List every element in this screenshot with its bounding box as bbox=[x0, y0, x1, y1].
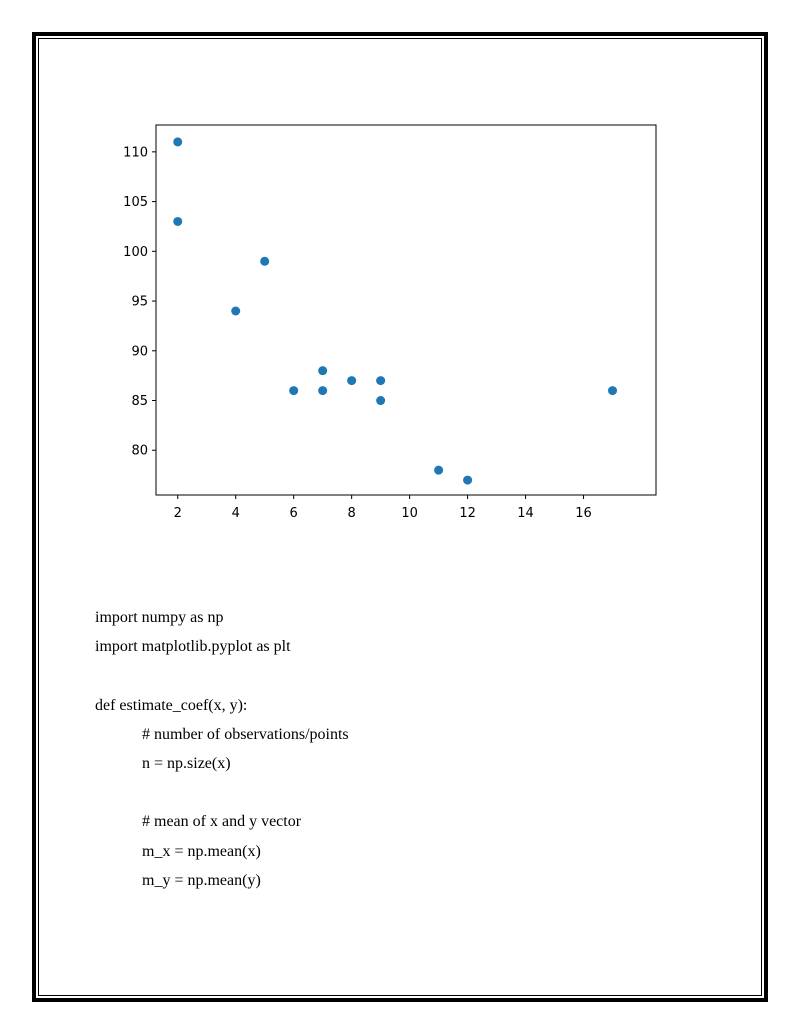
code-line bbox=[95, 661, 695, 690]
code-line: m_y = np.mean(y) bbox=[142, 871, 261, 889]
x-tick-label: 8 bbox=[347, 506, 356, 521]
code-listing bbox=[95, 603, 695, 895]
chart-svg bbox=[100, 110, 680, 530]
plot-area-frame bbox=[156, 125, 656, 495]
y-tick-label: 95 bbox=[131, 294, 148, 310]
x-tick-label: 10 bbox=[401, 506, 418, 521]
scatter-point bbox=[434, 466, 443, 475]
x-tick-label: 12 bbox=[459, 506, 476, 521]
code-line bbox=[95, 778, 695, 807]
code-line: n = np.size(x) bbox=[142, 754, 231, 772]
code-line: import numpy as np bbox=[95, 609, 224, 626]
x-tick-label: 16 bbox=[575, 506, 592, 521]
code-line: import matplotlib.pyplot as plt bbox=[95, 638, 291, 656]
scatter-point bbox=[608, 386, 617, 395]
x-tick-label: 6 bbox=[289, 506, 298, 521]
scatter-point bbox=[231, 306, 240, 315]
scatter-point bbox=[173, 137, 182, 146]
scatter-point bbox=[376, 396, 385, 405]
x-tick-label: 4 bbox=[231, 506, 240, 521]
scatter-point bbox=[289, 386, 298, 395]
code-line: m_x = np.mean(x) bbox=[142, 842, 261, 860]
y-tick-label: 105 bbox=[123, 195, 148, 211]
y-tick-label: 100 bbox=[123, 244, 148, 260]
x-tick-label: 14 bbox=[517, 506, 534, 521]
x-axis bbox=[174, 495, 592, 521]
x-tick-label: 2 bbox=[173, 506, 182, 521]
scatter-point bbox=[318, 386, 327, 395]
y-tick-label: 110 bbox=[123, 145, 148, 161]
y-tick-label: 80 bbox=[131, 443, 148, 459]
y-tick-label: 90 bbox=[131, 344, 148, 360]
y-tick-label: 85 bbox=[131, 394, 148, 410]
scatter-point bbox=[260, 257, 269, 266]
scatter-point bbox=[173, 217, 182, 226]
scatter-chart bbox=[100, 110, 680, 530]
scatter-point bbox=[347, 376, 356, 385]
data-points bbox=[173, 137, 617, 484]
y-axis bbox=[123, 145, 156, 458]
code-line: # mean of x and y vector bbox=[142, 813, 302, 831]
code-line: # number of observations/points bbox=[142, 725, 349, 743]
scatter-point bbox=[376, 376, 385, 385]
scatter-point bbox=[463, 476, 472, 485]
scatter-point bbox=[318, 366, 327, 375]
code-line: def estimate_coef(x, y): bbox=[95, 696, 248, 714]
